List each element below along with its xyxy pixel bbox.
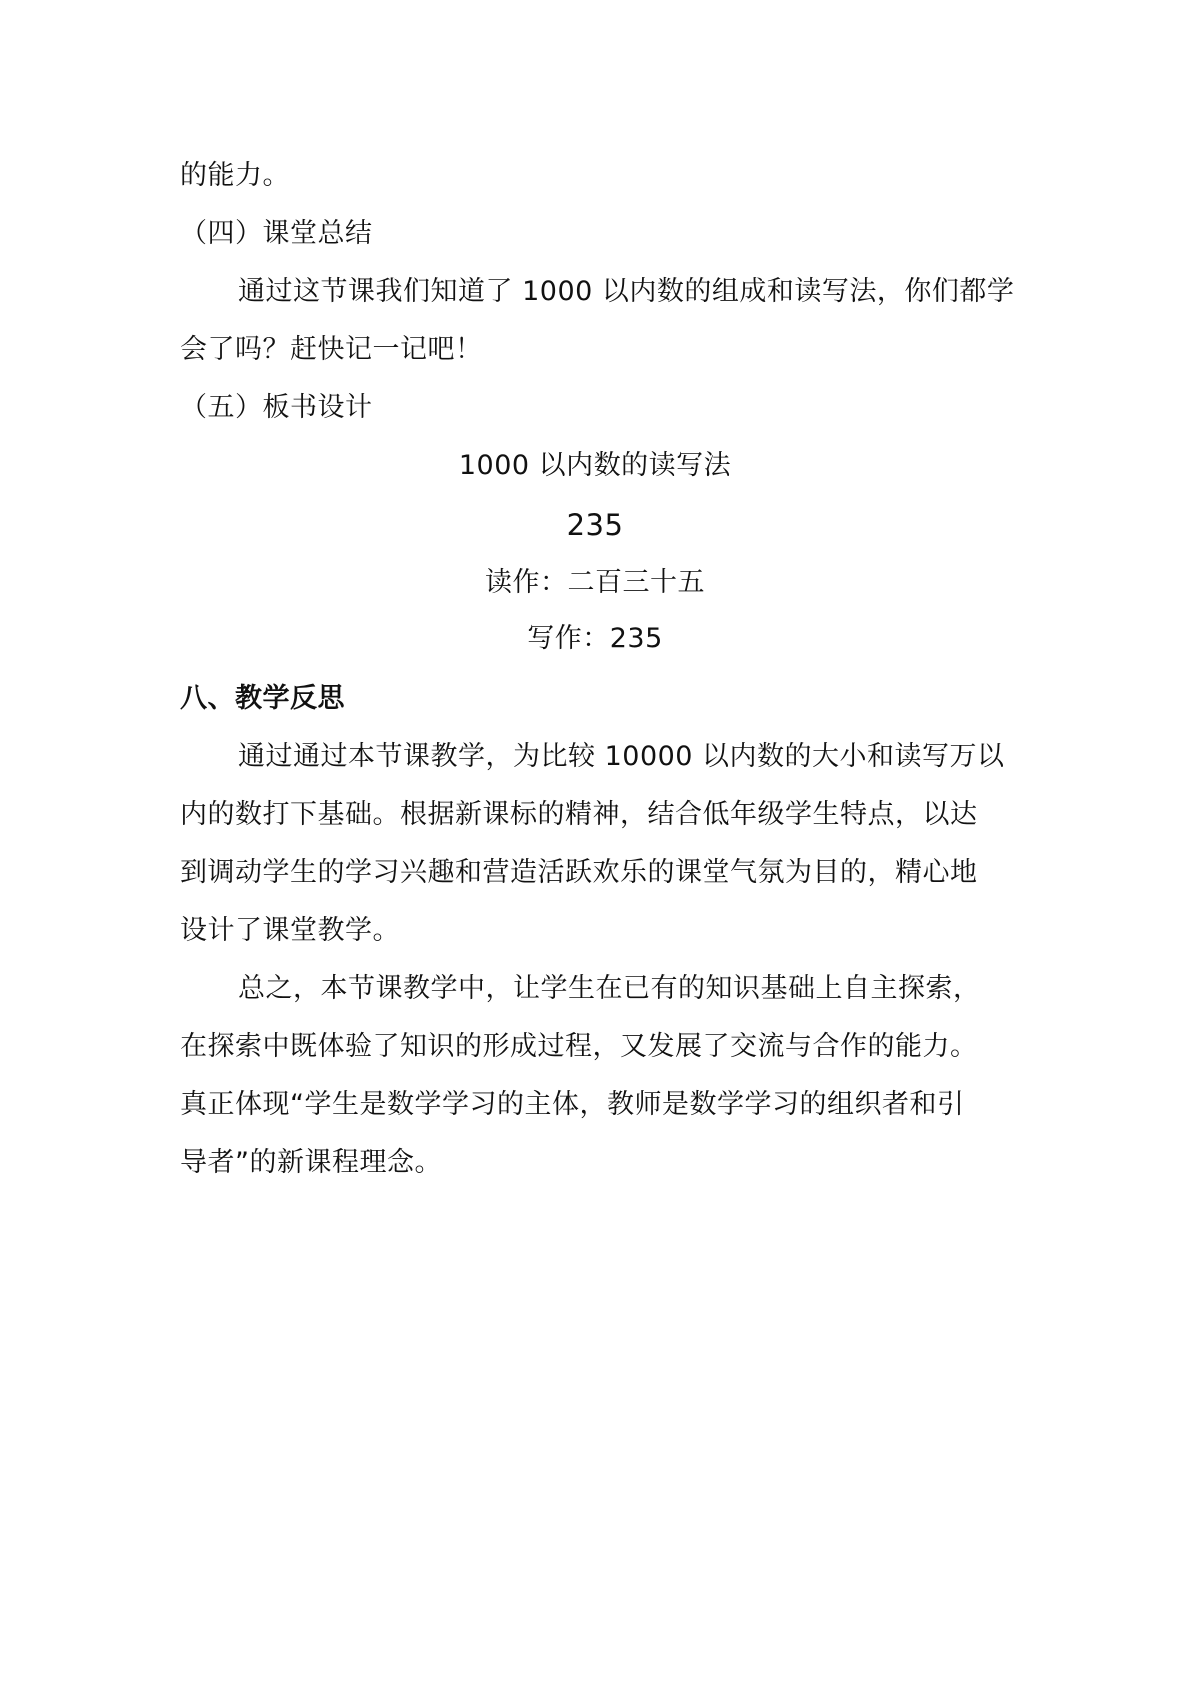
board-write-as: 写作：235 (527, 623, 663, 654)
reflection-para-2-line-1: 总之，本节课教学中，让学生在已有的知识基础上自主探索， (238, 973, 981, 1004)
reflection-para-1-line-4: 设计了课堂教学。 (180, 915, 400, 946)
section-4-paragraph-line-1: 通过这节课我们知道了 1000 以内数的组成和读写法，你们都学 (238, 276, 1015, 307)
board-number: 235 (566, 508, 624, 542)
section-4-paragraph-line-2: 会了吗？赶快记一记吧！ (180, 334, 483, 365)
reflection-para-1-line-3: 到调动学生的学习兴趣和营造活跃欢乐的课堂气氛为目的，精心地 (180, 857, 978, 888)
board-title: 1000 以内数的读写法 (458, 450, 732, 481)
section-8-heading: 八、教学反思 (180, 683, 345, 714)
reflection-para-2-line-4: 导者”的新课程理念。 (180, 1147, 442, 1178)
reflection-para-1-line-1: 通过通过本节课教学，为比较 10000 以内数的大小和读写万以 (238, 741, 1005, 772)
section-4-heading: （四）课堂总结 (180, 218, 373, 249)
reflection-para-2-line-3: 真正体现“学生是数学学习的主体，教师是数学学习的组织者和引 (180, 1089, 965, 1120)
continuation-text: 的能力。 (180, 160, 290, 191)
reflection-para-2-line-2: 在探索中既体验了知识的形成过程，又发展了交流与合作的能力。 (180, 1031, 978, 1062)
section-5-heading: （五）板书设计 (180, 392, 373, 423)
reflection-para-1-line-2: 内的数打下基础。根据新课标的精神，结合低年级学生特点，以达 (180, 799, 978, 830)
board-read-as: 读作：二百三十五 (485, 567, 705, 598)
